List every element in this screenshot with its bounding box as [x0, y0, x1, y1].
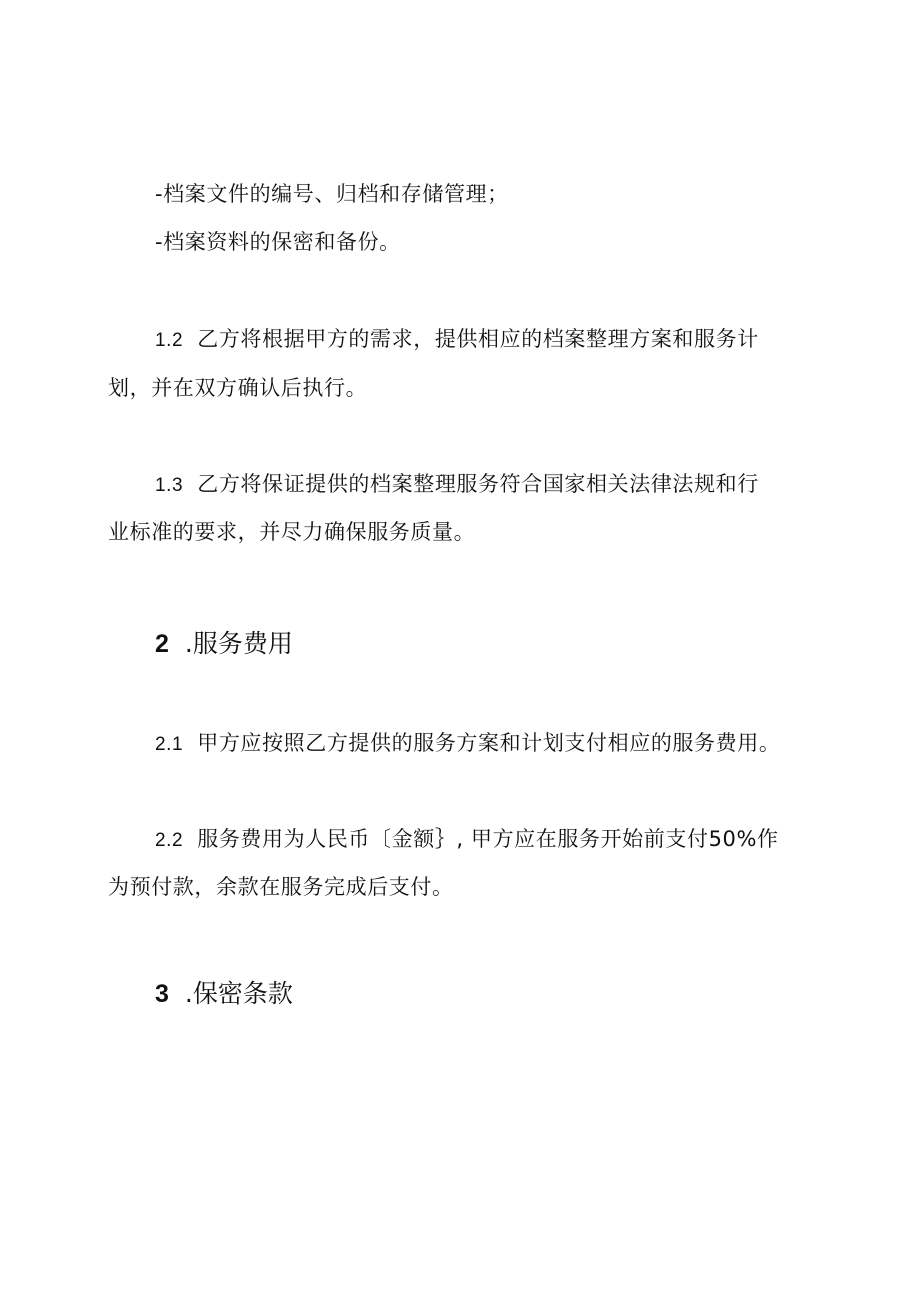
section-title: .服务费用 — [184, 629, 293, 658]
clause-text: 划，并在双方确认后执行。 — [108, 376, 368, 400]
clause-number: 1.3 — [155, 475, 184, 496]
clause-number: 1.2 — [155, 330, 184, 351]
bullet-item — [155, 180, 509, 208]
clause-text: 乙方将保证提供的档案整理服务符合国家相关法律法规和行 — [197, 472, 759, 496]
bullet-text: -档案资料的保密和备份。 — [155, 230, 401, 254]
section-number: 2 — [155, 630, 169, 658]
clause-text: 为预付款，余款在服务完成后支付。 — [108, 875, 454, 899]
clause-text: 业标准的要求，并尽力确保服务质量。 — [108, 520, 476, 544]
bullet-text: -档案文件的编号、归档和存储管理； — [155, 182, 509, 206]
clause-text: 服务费用为人民币〔金额｝, 甲方应在服务开始前支付50%作 — [197, 827, 779, 851]
clause-1-3-line-2 — [108, 518, 475, 546]
clause-number: 2.1 — [155, 734, 184, 755]
clause-2-2-line-2 — [108, 873, 454, 901]
clause-2-1-line-1 — [155, 729, 780, 759]
clause-1-3-line-1 — [155, 470, 759, 500]
clause-text: 甲方应按照乙方提供的服务方案和计划支付相应的服务费用。 — [197, 731, 781, 755]
section-heading-2 — [155, 628, 293, 660]
section-heading-3 — [155, 978, 293, 1010]
clause-2-2-line-1 — [155, 825, 779, 855]
section-title: .保密条款 — [184, 979, 293, 1008]
bullet-item — [155, 228, 401, 256]
clause-1-2-line-1 — [155, 325, 759, 355]
clause-1-2-line-2 — [108, 374, 367, 402]
clause-text: 乙方将根据甲方的需求，提供相应的档案整理方案和服务计 — [197, 327, 759, 351]
section-number: 3 — [155, 980, 169, 1008]
clause-number: 2.2 — [155, 830, 184, 851]
